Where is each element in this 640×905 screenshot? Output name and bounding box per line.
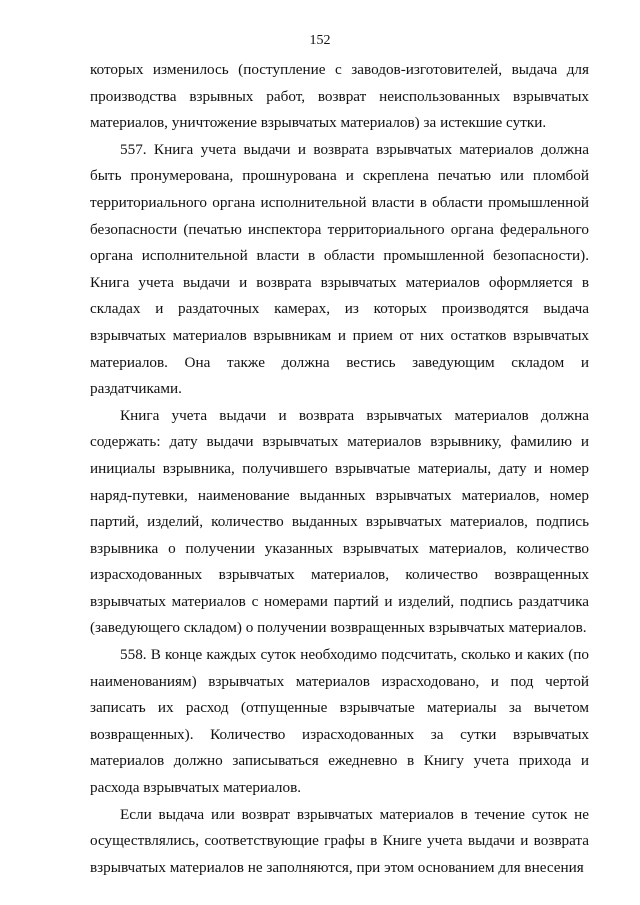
paragraph-continuation: которых изменилось (поступление с заводов-изготовителей, выдача для производства взрывных работ, возврат неиспользованных взрывчатых материалов, уничтожение взрывчатых материалов) за истекшие сутки. xyxy=(90,61,589,132)
paragraph-558: 558. В конце каждых суток необходимо подсчитать, сколько и каких (по наименованиям) взрывчатых материалов израсходовано, и под чертой записать их расход (отпущенные взрывчатые материалы за вычетом возвращенных). Количество израсходованных за сутки взрывчатых материалов должно записываться ежедневно в Книгу учета прихода и расхода взрывчатых материалов. xyxy=(90,646,589,797)
paragraph-557: 557. Книга учета выдачи и возврата взрывчатых материалов должна быть пронумерована, прошнурована и скреплена печатью или пломбой территориального органа исполнительной власти в области промышленной безопасности (печатью инспектора территориального органа федерального органа исполнительной власти в области промышленной безопасности). Книга учета выдачи и возврата взрывчатых материалов оформляется в складах и раздаточных камерах, из которых производятся выдача взрывчатых материалов взрывникам и прием от них остатков взрывчатых материалов. Она также должна вестись заведующим складом и раздатчиками. xyxy=(90,140,589,398)
page-number: 152 xyxy=(309,33,331,48)
paragraph-book-contents: Книга учета выдачи и возврата взрывчатых материалов должна содержать: дату выдачи взрывчатых материалов взрывнику, фамилию и инициалы взрывника, получившего взрывчатые материалы, дату и номер наряд-путевки, наименование выданных взрывчатых материалов, номер партий, изделий, количество выданных взрывчатых материалов, подпись взрывника о получении указанных взрывчатых материалов, количество израсходованных взрывчатых материалов, количество возвращенных взрывчатых материалов с номерами партий и изделий, подпись раздатчика (заведующего складом) о получении возвращенных взрывчатых материалов. xyxy=(90,406,589,637)
document-body xyxy=(90,57,589,881)
paragraph-no-issue-return: Если выдача или возврат взрывчатых материалов в течение суток не осуществлялись, соответствующие графы в Книге учета выдачи и возврата взрывчатых материалов не заполняются, при этом основанием для внесения xyxy=(90,805,589,876)
